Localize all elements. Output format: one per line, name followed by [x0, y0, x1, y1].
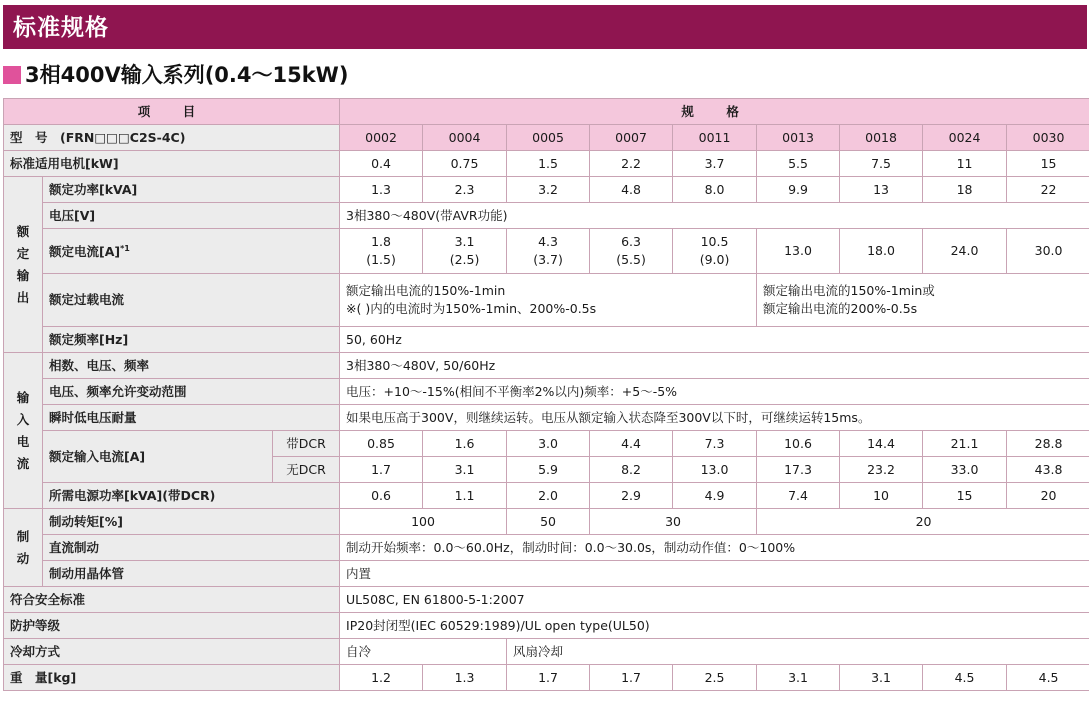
output-group-text: 额定输出 — [16, 223, 30, 305]
output-current-label-cell — [43, 229, 340, 274]
current-value: 3.1 — [454, 234, 475, 249]
weight-cell: 1.7 — [507, 665, 590, 691]
nodcr-cell: 3.1 — [423, 457, 507, 483]
spec-table — [3, 98, 1089, 691]
dcr-cell: 7.3 — [673, 431, 757, 457]
motor-label: 标准适用电机[kW] — [4, 151, 340, 177]
braking-transistor-row — [4, 561, 1089, 587]
nodcr-label: 无DCR — [273, 457, 340, 483]
dcr-cell: 14.4 — [840, 431, 923, 457]
model-cell: 0004 — [423, 125, 507, 151]
weight-label: 重 量[kg] — [4, 665, 340, 691]
input-dip-value: 如果电压高于300V，则继续运转。电压从额定输入状态降至300V以下时，可继续运转15ms。 — [340, 405, 1089, 431]
dcr-cell: 21.1 — [923, 431, 1007, 457]
input-group-label — [4, 353, 43, 509]
nodcr-cell: 5.9 — [507, 457, 590, 483]
protection-value: IP20封闭型(IEC 60529:1989)/UL open type(UL50) — [340, 613, 1089, 639]
braking-dc-row — [4, 535, 1089, 561]
braking-group-label — [4, 509, 43, 587]
output-power-cell: 3.2 — [507, 177, 590, 203]
current-paren: (1.5) — [366, 252, 396, 267]
capacity-cell: 2.9 — [590, 483, 673, 509]
nodcr-cell: 17.3 — [757, 457, 840, 483]
output-power-cell: 22 — [1007, 177, 1089, 203]
weight-cell: 4.5 — [923, 665, 1007, 691]
weight-cell: 4.5 — [1007, 665, 1089, 691]
motor-cell: 5.5 — [757, 151, 840, 177]
output-freq-row — [4, 327, 1089, 353]
output-power-cell: 8.0 — [673, 177, 757, 203]
capacity-cell: 7.4 — [757, 483, 840, 509]
output-current-cell: 13.0 — [757, 229, 840, 274]
capacity-cell: 10 — [840, 483, 923, 509]
input-current-label: 额定输入电流[A] — [43, 431, 273, 483]
motor-row — [4, 151, 1089, 177]
braking-dc-value: 制动开始频率：0.0～60.0Hz，制动时间：0.0～30.0s，制动动作值：0～100% — [340, 535, 1089, 561]
weight-cell: 3.1 — [757, 665, 840, 691]
dcr-cell: 3.0 — [507, 431, 590, 457]
torque-cell: 30 — [590, 509, 757, 535]
output-power-label: 额定功率[kVA] — [43, 177, 340, 203]
current-paren: (3.7) — [533, 252, 563, 267]
output-current-cell: 18.0 — [840, 229, 923, 274]
motor-cell: 0.75 — [423, 151, 507, 177]
model-cell: 0011 — [673, 125, 757, 151]
output-power-cell: 18 — [923, 177, 1007, 203]
model-cell: 0002 — [340, 125, 423, 151]
output-current-row — [4, 229, 1089, 274]
braking-group-text: 制动 — [16, 528, 30, 566]
nodcr-cell: 33.0 — [923, 457, 1007, 483]
braking-transistor-label: 制动用晶体管 — [43, 561, 340, 587]
model-cell: 0030 — [1007, 125, 1089, 151]
weight-cell: 1.3 — [423, 665, 507, 691]
footnote-mark: *1 — [120, 244, 130, 254]
nodcr-cell: 8.2 — [590, 457, 673, 483]
model-cell: 0013 — [757, 125, 840, 151]
overload-left-line2: ※( )内的电流时为150%-1min、200%-0.5s — [346, 301, 597, 316]
table-header-row — [4, 99, 1089, 125]
model-cell: 0005 — [507, 125, 590, 151]
motor-cell: 2.2 — [590, 151, 673, 177]
nodcr-cell: 23.2 — [840, 457, 923, 483]
safety-value: UL508C, EN 61800-5-1:2007 — [340, 587, 1089, 613]
model-row — [4, 125, 1089, 151]
section-banner: 标准规格 — [3, 5, 1087, 49]
cooling-row — [4, 639, 1089, 665]
input-variation-value: 电压：+10～-15%(相间不平衡率2%以内)频率：+5～-5% — [340, 379, 1089, 405]
capacity-cell: 15 — [923, 483, 1007, 509]
braking-dc-label: 直流制动 — [43, 535, 340, 561]
cooling-fan: 风扇冷却 — [507, 639, 1089, 665]
current-paren: (5.5) — [616, 252, 646, 267]
weight-cell: 2.5 — [673, 665, 757, 691]
current-value: 4.3 — [538, 234, 558, 249]
model-cell: 0018 — [840, 125, 923, 151]
motor-cell: 7.5 — [840, 151, 923, 177]
input-phase-row — [4, 353, 1089, 379]
protection-label: 防护等级 — [4, 613, 340, 639]
safety-row — [4, 587, 1089, 613]
weight-cell: 1.2 — [340, 665, 423, 691]
output-current-cell — [507, 229, 590, 274]
cooling-natural: 自冷 — [340, 639, 507, 665]
output-current-cell: 24.0 — [923, 229, 1007, 274]
input-capacity-label: 所需电源功率[kVA](带DCR) — [43, 483, 340, 509]
torque-cell: 100 — [340, 509, 507, 535]
motor-cell: 1.5 — [507, 151, 590, 177]
overload-right-line2: 额定输出电流的200%-0.5s — [763, 301, 918, 316]
motor-cell: 15 — [1007, 151, 1089, 177]
output-current-cell: 30.0 — [1007, 229, 1089, 274]
square-bullet-icon — [3, 66, 21, 84]
input-group-text: 输入电流 — [16, 389, 30, 471]
output-freq-value: 50, 60Hz — [340, 327, 1089, 353]
dcr-cell: 4.4 — [590, 431, 673, 457]
safety-label: 符合安全标准 — [4, 587, 340, 613]
output-current-cell — [423, 229, 507, 274]
output-voltage-row — [4, 203, 1089, 229]
output-overload-label: 额定过载电流 — [43, 274, 340, 327]
output-group-label — [4, 177, 43, 353]
input-phase-value: 3相380～480V, 50/60Hz — [340, 353, 1089, 379]
output-overload-row — [4, 274, 1089, 327]
input-current-dcr-row — [4, 431, 1089, 457]
input-dip-row — [4, 405, 1089, 431]
output-voltage-label: 电压[V] — [43, 203, 340, 229]
torque-cell: 20 — [757, 509, 1089, 535]
capacity-cell: 1.1 — [423, 483, 507, 509]
input-variation-label: 电压、频率允许变动范围 — [43, 379, 340, 405]
dcr-label: 带DCR — [273, 431, 340, 457]
dcr-cell: 28.8 — [1007, 431, 1089, 457]
braking-transistor-value: 内置 — [340, 561, 1089, 587]
overload-left — [340, 274, 757, 327]
output-power-cell: 13 — [840, 177, 923, 203]
current-paren: (9.0) — [699, 252, 730, 267]
output-current-cell — [590, 229, 673, 274]
output-current-cell — [340, 229, 423, 274]
torque-cell: 50 — [507, 509, 590, 535]
input-variation-row — [4, 379, 1089, 405]
current-value: 10.5 — [700, 234, 729, 249]
output-power-cell: 9.9 — [757, 177, 840, 203]
current-paren: (2.5) — [449, 252, 480, 267]
series-title-text: 3相400V输入系列(0.4～15kW) — [25, 63, 349, 87]
braking-torque-label: 制动转矩[%] — [43, 509, 340, 535]
motor-cell: 11 — [923, 151, 1007, 177]
header-item: 项 目 — [4, 99, 340, 125]
input-capacity-row — [4, 483, 1089, 509]
output-voltage-value: 3相380～480V(带AVR功能) — [340, 203, 1089, 229]
output-power-row — [4, 177, 1089, 203]
overload-left-line1: 额定输出电流的150%-1min — [346, 283, 506, 298]
current-value: 6.3 — [621, 234, 641, 249]
nodcr-cell: 13.0 — [673, 457, 757, 483]
output-freq-label: 额定频率[Hz] — [43, 327, 340, 353]
nodcr-cell: 1.7 — [340, 457, 423, 483]
output-power-cell: 2.3 — [423, 177, 507, 203]
model-label: 型 号 (FRN□□□C2S-4C) — [4, 125, 340, 151]
weight-cell: 1.7 — [590, 665, 673, 691]
current-value: 1.8 — [371, 234, 391, 249]
protection-row — [4, 613, 1089, 639]
capacity-cell: 0.6 — [340, 483, 423, 509]
overload-right-line1: 额定输出电流的150%-1min或 — [763, 283, 935, 298]
weight-cell: 3.1 — [840, 665, 923, 691]
input-dip-label: 瞬时低电压耐量 — [43, 405, 340, 431]
dcr-cell: 1.6 — [423, 431, 507, 457]
nodcr-cell: 43.8 — [1007, 457, 1089, 483]
series-title — [3, 60, 348, 90]
motor-cell: 3.7 — [673, 151, 757, 177]
model-cell: 0024 — [923, 125, 1007, 151]
motor-cell: 0.4 — [340, 151, 423, 177]
capacity-cell: 20 — [1007, 483, 1089, 509]
weight-row — [4, 665, 1089, 691]
braking-torque-row — [4, 509, 1089, 535]
output-power-cell: 1.3 — [340, 177, 423, 203]
capacity-cell: 4.9 — [673, 483, 757, 509]
dcr-cell: 0.85 — [340, 431, 423, 457]
overload-right — [757, 274, 1089, 327]
dcr-cell: 10.6 — [757, 431, 840, 457]
input-phase-label: 相数、电压、频率 — [43, 353, 340, 379]
model-cell: 0007 — [590, 125, 673, 151]
output-current-label: 额定电流[A] — [49, 244, 121, 260]
output-current-cell — [673, 229, 757, 274]
header-spec: 规 格 — [340, 99, 1089, 125]
capacity-cell: 2.0 — [507, 483, 590, 509]
cooling-label: 冷却方式 — [4, 639, 340, 665]
output-power-cell: 4.8 — [590, 177, 673, 203]
